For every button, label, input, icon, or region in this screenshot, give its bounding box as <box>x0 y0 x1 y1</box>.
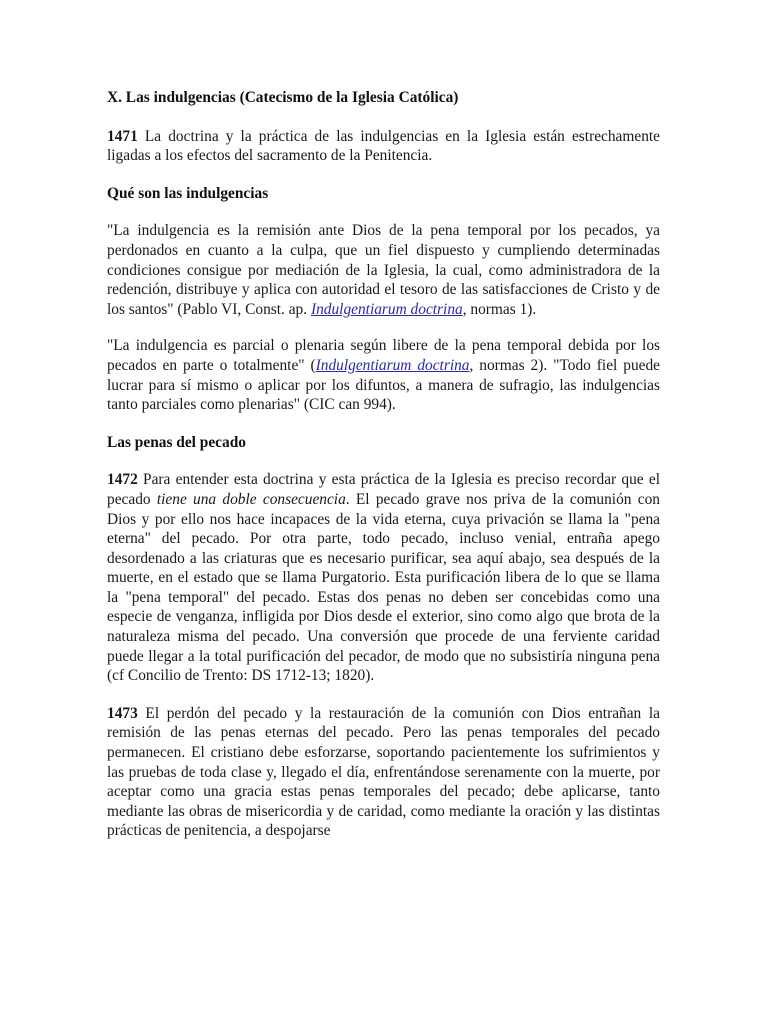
paragraph-partial-plenary <box>107 336 660 414</box>
paragraph-1471 <box>107 127 660 166</box>
document-title: X. Las indulgencias (Catecismo de la Iglesia Católica) <box>107 89 459 106</box>
paragraph-text: La doctrina y la práctica de las indulgencias en la Iglesia están estrechamente ligadas a los efectos del sacramento de la Penitencia. <box>107 127 660 165</box>
paragraph-number: 1472 <box>107 471 138 489</box>
paragraph-text: , normas 1). <box>462 300 537 318</box>
paragraph-definition <box>107 221 660 319</box>
paragraph-text: . El pecado grave nos priva de la comunión con Dios y por ello nos hace incapaces de la vida eterna, cuya privación se llama la "pena eterna" del pecado. Por otra parte, todo pecado, incluso venial, entraña apego desordenado a las criaturas que es necesario purificar, sea aquí abajo, sea después de la muerte, en el estado que se llama Purgatorio. Esta purificación libera de lo que se llama la "pena temporal" del pecado. Estas dos penas no deben ser concebidas como una especie de venganza, infligida por Dios desde el exterior, sino como algo que brota de la naturaleza misma del pecado. Una conversión que procede de una ferviente caridad puede llegar a la total purificación del pecador, de modo que no subsistiría ninguna pena (cf Concilio de Trento: DS 1712-13; 1820). <box>107 490 660 685</box>
paragraph-text: "La indulgencia es parcial o plenaria según libere de la pena temporal debida por los pecados en parte o totalmente" ( <box>107 337 660 374</box>
emphasis-text: tiene una doble consecuencia <box>156 490 346 508</box>
paragraph-1473 <box>107 704 660 841</box>
document-page <box>107 88 660 841</box>
paragraph-number: 1471 <box>107 127 138 145</box>
paragraph-text: "La indulgencia es la remisión ante Dios de la pena temporal por los pecados, ya perdonados en cuanto a la culpa, que un fiel dispuesto y cumpliendo determinadas condiciones consigue por mediación de la Iglesia, la cual, como administradora de la redención, distribuye y aplica con autoridad el tesoro de las satisfacciones de Cristo y de los santos" (Pablo VI, Const. ap. <box>107 222 660 318</box>
paragraph-text: Para entender esta doctrina y esta práctica de la Iglesia es preciso recordar que el pecado <box>107 471 660 508</box>
paragraph-1472 <box>107 470 660 686</box>
paragraph-number: 1473 <box>107 704 138 722</box>
indulgentiarum-doctrina-link[interactable]: Indulgentiarum doctrina <box>310 300 463 318</box>
paragraph-text: , normas 2). "Todo fiel puede lucrar para sí mismo o aplicar por los difuntos, a manera de sufragio, las indulgencias tanto parciales como plenarias" (CIC can 994). <box>107 356 660 414</box>
paragraph-text: El perdón del pecado y la restauración de la comunión con Dios entrañan la remisión de las penas eternas del pecado. Pero las penas temporales del pecado permanecen. El cristiano debe esforzarse, soportando pacientemente los sufrimientos y las pruebas de toda clase y, llegado el día, enfrentándose serenamente con la muerte, por aceptar como una gracia estas penas temporales del pecado; debe aplicarse, tanto mediante las obras de misericordia y de caridad, como mediante la oración y las distintas prácticas de penitencia, a despojarse <box>107 704 660 840</box>
section-heading-que-son: Qué son las indulgencias <box>107 184 269 202</box>
indulgentiarum-doctrina-link[interactable]: Indulgentiarum doctrina <box>315 356 470 374</box>
section-heading-penas: Las penas del pecado <box>107 433 246 451</box>
